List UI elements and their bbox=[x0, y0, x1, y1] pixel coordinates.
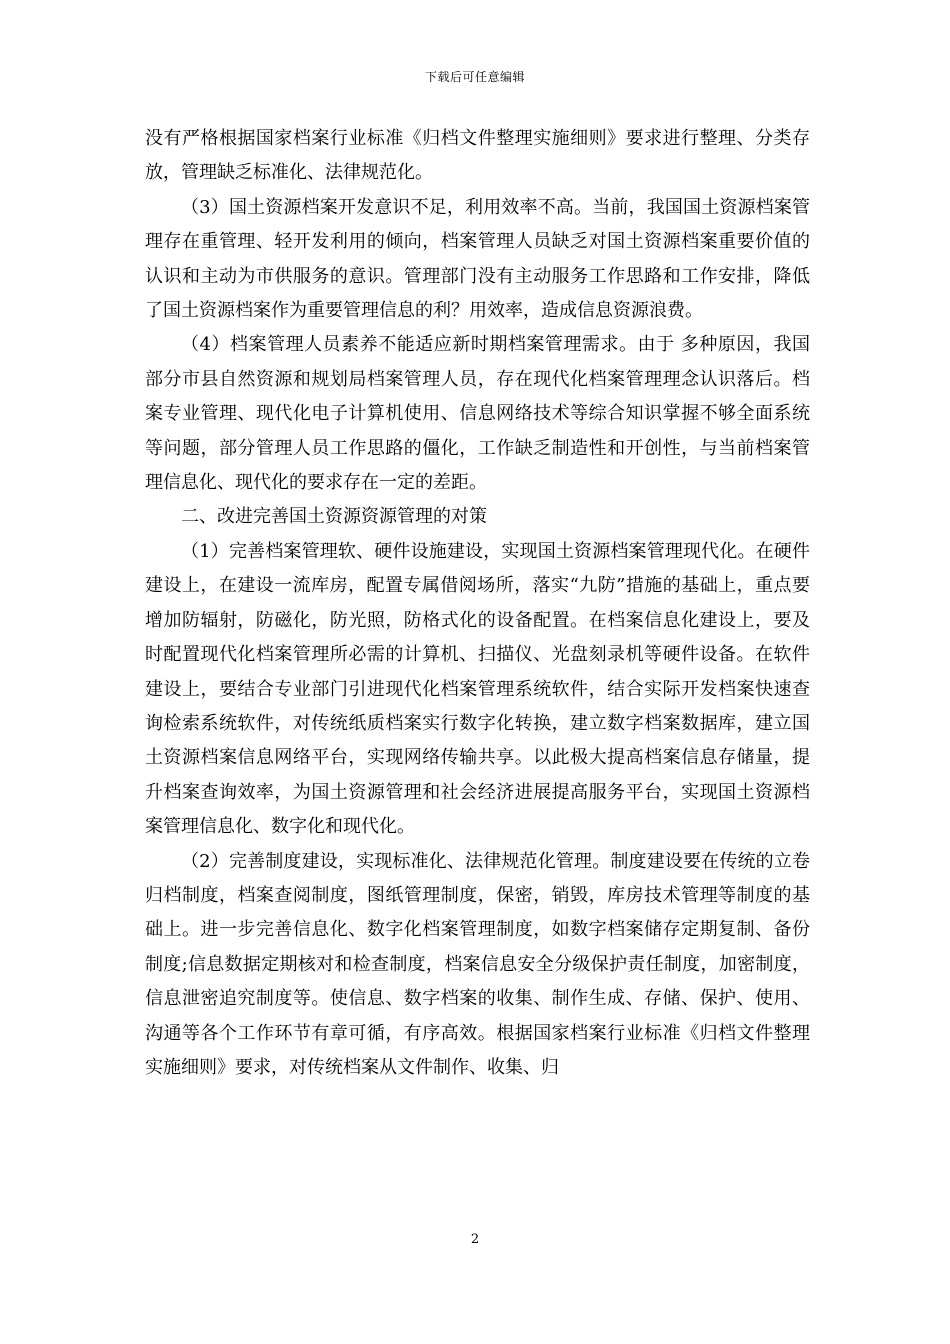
paragraph-countermeasure-1: （1）完善档案管理软、硬件设施建设，实现国土资源档案管理现代化。在硬件建设上，在建设一流库房，配置专属借阅场所，落实“九防”措施的基础上，重点要增加防辐射，防磁化，防光照，防格式化的设备配置。在档案信息化建设上，要及时配置现代化档案管理所必需的计算机、扫描仪、光盘刻录机等硬件设备。在软件建设上，要结合专业部门引进现代化档案管理系统软件，结合实际开发档案快速查询检索系统软件，对传统纸质档案实行数字化转换，建立数字档案数据库，建立国土资源档案信息网络平台，实现网络传输共享。以此极大提高档案信息存储量，提升档案查询效率，为国土资源管理和社会经济进展提高服务平台，实现国土资源档案管理信息化、数字化和现代化。 bbox=[145, 540, 810, 838]
paragraph-item-3: （3）国土资源档案开发意识不足，利用效率不高。当前，我国国土资源档案管理存在重管理、轻开发利用的倾向，档案管理人员缺乏对国土资源档案重要价值的认识和主动为市供服务的意识。管理部门没有主动服务工作思路和工作安排，降低了国土资源档案作为重要管理信息的利？用效率，造成信息资源浪费。 bbox=[145, 196, 810, 322]
document-body bbox=[145, 122, 810, 1085]
page-header: 下载后可任意编辑 bbox=[424, 70, 525, 84]
paragraph-continuation: 没有严格根据国家档案行业标准《归档文件整理实施细则》要求进行整理、分类存放，管理缺乏标准化、法律规范化。 bbox=[145, 128, 810, 184]
page-number: 2 bbox=[470, 1232, 480, 1247]
paragraph-countermeasure-2: （2）完善制度建设，实现标准化、法律规范化管理。制度建设要在传统的立卷归档制度，档案查阅制度，图纸管理制度，保密，销毁，库房技术管理等制度的基础上。进一步完善信息化、数字化档案管理制度，如数字档案储存定期复制、备份制度;信息数据定期核对和检查制度，档案信息安全分级保护责任制度，加密制度，信息泄密追究制度等。使信息、数字档案的收集、制作生成、存储、保护、使用、沟通等各个工作环节有章可循，有序高效。根据国家档案行业标准《归档文件整理实施细则》要求，对传统档案从文件制作、收集、归 bbox=[145, 850, 810, 1078]
section-heading: 二、改进完善国土资源资源管理的对策 bbox=[181, 506, 487, 528]
paragraph-item-4: （4）档案管理人员素养不能适应新时期档案管理需求。由于 多种原因，我国部分市县自然资源和规划局档案管理人员，存在现代化档案管理理念认识落后。档案专业管理、现代化电子计算机使用、信息网络技术等综合知识掌握不够全面系统等问题，部分管理人员工作思路的僵化，工作缺乏制造性和开创性，与当前档案管理信息化、现代化的要求存在一定的差距。 bbox=[145, 334, 810, 494]
